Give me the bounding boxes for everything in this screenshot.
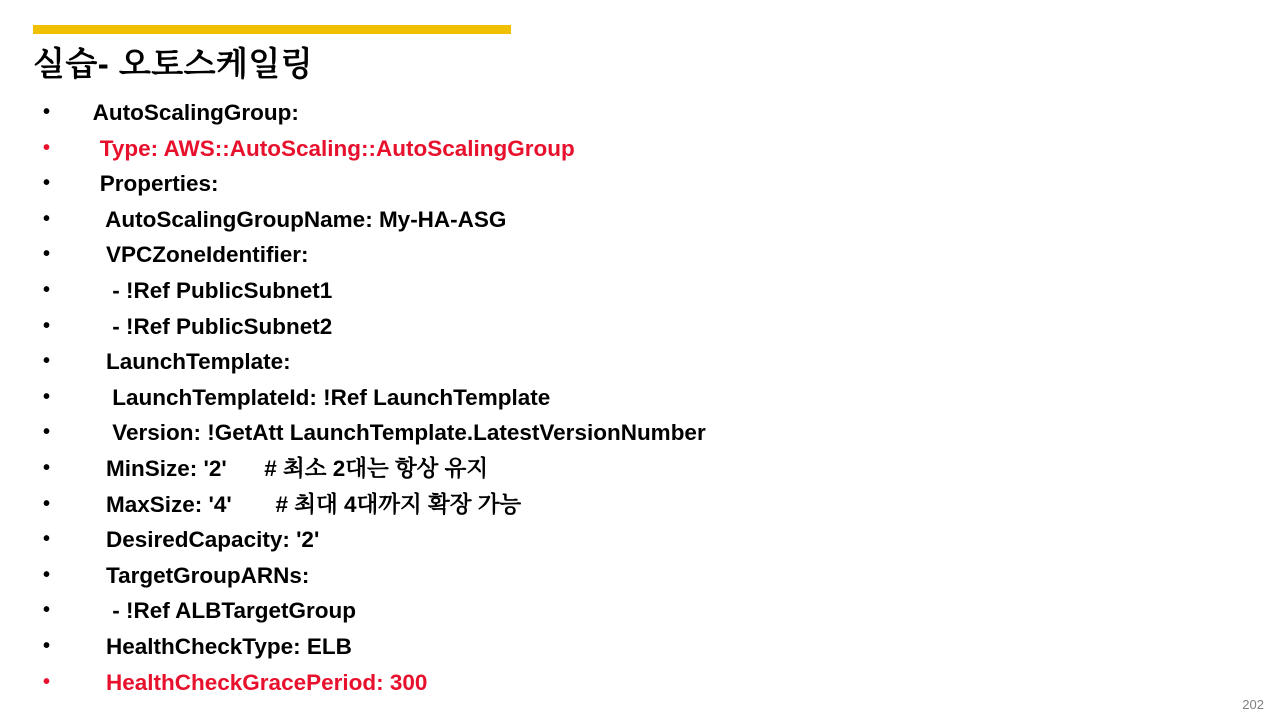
list-item (33, 593, 1250, 629)
list-item (33, 629, 1250, 665)
bullet-glyph: • (43, 492, 51, 515)
list-item-label: VPCZoneIdentifier: (81, 242, 309, 268)
list-item (33, 237, 1250, 273)
list-item-label: DesiredCapacity: '2' (81, 527, 320, 553)
list-item (33, 344, 1250, 380)
list-item (33, 273, 1250, 309)
bullet-glyph: • (43, 207, 51, 230)
slide-page-number: 202 (1242, 697, 1264, 712)
bullet-glyph: • (43, 136, 51, 159)
list-item (33, 202, 1250, 238)
list-item-label: AutoScalingGroupName: My-HA-ASG (81, 206, 507, 232)
bullet-glyph: • (43, 528, 51, 551)
list-item-label: Properties: (81, 171, 219, 197)
title-accent-bar (33, 25, 511, 34)
list-item (33, 380, 1250, 416)
list-item-label: MinSize: '2' # 최소 2대는 항상 유지 (81, 455, 489, 481)
list-item (33, 415, 1250, 451)
page-title: 실습- 오토스케일링 (33, 45, 314, 82)
bullet-glyph: • (43, 350, 51, 373)
bullet-glyph: • (43, 385, 51, 408)
list-item-label: TargetGroupARNs: (81, 562, 310, 588)
list-item-label: Version: !GetAtt LaunchTemplate.LatestVersionNumber (81, 420, 706, 446)
bullet-glyph: • (43, 172, 51, 195)
list-item-label: MaxSize: '4' # 최대 4대까지 확장 가능 (81, 491, 522, 517)
list-item-label: - !Ref ALBTargetGroup (81, 598, 356, 624)
bullet-glyph: • (43, 421, 51, 444)
content-bullet-list (33, 95, 1250, 700)
list-item (33, 309, 1250, 345)
bullet-glyph: • (43, 243, 51, 266)
list-item-label: LaunchTemplate: (81, 349, 291, 375)
bullet-glyph: • (43, 456, 51, 479)
list-item-label: - !Ref PublicSubnet2 (81, 313, 333, 339)
list-item-label: AutoScalingGroup: (81, 100, 299, 125)
list-item (33, 522, 1250, 558)
bullet-glyph: • (43, 670, 51, 693)
bullet-glyph: • (43, 634, 51, 657)
list-item (33, 166, 1250, 202)
list-item-label: LaunchTemplateId: !Ref LaunchTemplate (81, 384, 551, 410)
list-item (33, 451, 1250, 487)
list-item-label: Type: AWS::AutoScaling::AutoScalingGroup (81, 135, 575, 161)
list-item-label: HealthCheckGracePeriod: 300 (81, 669, 428, 695)
bullet-glyph: • (43, 278, 51, 301)
list-item (33, 558, 1250, 594)
bullet-glyph: • (43, 314, 51, 337)
list-item (33, 487, 1250, 523)
list-item (33, 131, 1250, 167)
bullet-glyph: • (43, 101, 51, 123)
list-item (33, 665, 1250, 701)
list-item-label: HealthCheckType: ELB (81, 633, 352, 659)
list-item-label: - !Ref PublicSubnet1 (81, 277, 333, 303)
bullet-glyph: • (43, 599, 51, 622)
list-item (33, 95, 1250, 131)
bullet-glyph: • (43, 563, 51, 586)
